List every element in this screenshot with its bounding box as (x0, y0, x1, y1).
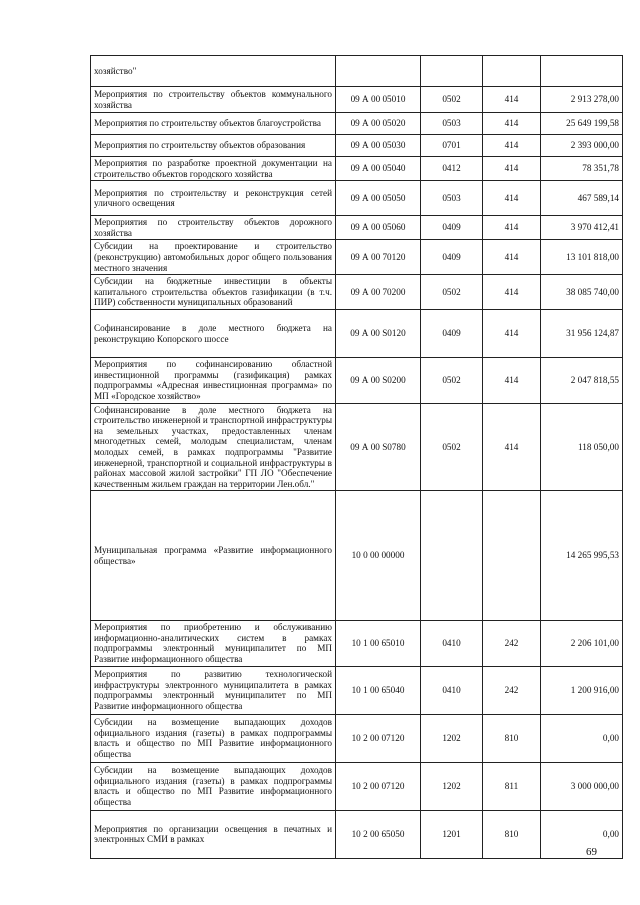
table-row (91, 403, 623, 491)
table-row (91, 358, 623, 403)
row-code: 10 2 00 65050 (336, 810, 421, 858)
row-amount: 1 200 916,00 (541, 666, 623, 714)
row-section: 0410 (421, 666, 483, 714)
row-name: Мероприятия по разработке проектной документации на строительство объектов городского хозяйства (91, 157, 336, 181)
table-row (91, 157, 623, 181)
row-code: 10 1 00 65010 (336, 621, 421, 666)
row-type: 414 (483, 358, 541, 403)
row-type (483, 491, 541, 621)
row-amount: 3 970 412,41 (541, 216, 623, 240)
row-amount: 0,00 (541, 810, 623, 858)
table-row (91, 310, 623, 358)
row-code: 09 А 00 05040 (336, 157, 421, 181)
row-section: 1202 (421, 762, 483, 810)
row-name: Мероприятия по развитию технологической инфраструктуры электронного муниципалитета в рамках подпрограммы электронный муниципалитет по МП Развитие информационного общества (91, 666, 336, 714)
row-code: 09 А 00 70120 (336, 240, 421, 275)
row-type: 810 (483, 714, 541, 762)
row-name: Субсидии на проектирование и строительство (реконструкцию) автомобильных дорог общего пользования местного значения (91, 240, 336, 275)
row-code: 09 А 00 05010 (336, 87, 421, 113)
row-type (483, 56, 541, 87)
row-section: 0502 (421, 275, 483, 310)
row-section: 0502 (421, 87, 483, 113)
row-type: 811 (483, 762, 541, 810)
row-amount: 31 956 124,87 (541, 310, 623, 358)
row-name: Мероприятия по строительству объектов дорожного хозяйства (91, 216, 336, 240)
row-type: 414 (483, 87, 541, 113)
row-type: 414 (483, 403, 541, 491)
row-code: 10 2 00 07120 (336, 762, 421, 810)
row-type: 242 (483, 666, 541, 714)
row-amount: 3 000 000,00 (541, 762, 623, 810)
table-row (91, 216, 623, 240)
row-name: Субсидии на возмещение выпадающих доходов официального издания (газеты) в рамках подпрограммы власть и общество по МП Развитие информационного общества (91, 762, 336, 810)
row-amount: 467 589,14 (541, 181, 623, 216)
row-code: 09 А 00 70200 (336, 275, 421, 310)
row-section: 0410 (421, 621, 483, 666)
row-section: 0502 (421, 358, 483, 403)
row-amount: 78 351,78 (541, 157, 623, 181)
table-row (91, 666, 623, 714)
row-section: 0412 (421, 157, 483, 181)
row-type: 414 (483, 157, 541, 181)
row-amount: 13 101 818,00 (541, 240, 623, 275)
table-row (91, 113, 623, 135)
row-amount (541, 56, 623, 87)
page-number: 69 (586, 846, 597, 858)
row-name: Мероприятия по приобретению и обслуживанию информационно-аналитических систем в рамках подпрограммы электронный муниципалитет по МП Развитие информационного общества (91, 621, 336, 666)
row-name: Мероприятия по строительству объектов образования (91, 135, 336, 157)
row-section: 1201 (421, 810, 483, 858)
row-name: Софинансирование в доле местного бюджета на реконструкцию Копорского шоссе (91, 310, 336, 358)
row-name: Мероприятия по строительству объектов коммунального хозяйства (91, 87, 336, 113)
row-name: Мероприятия по софинансированию областной инвестиционной программы (газификация) рамках подпрограммы «Адресная инвестиционная программа» по МП «Городское хозяйство» (91, 358, 336, 403)
row-type: 414 (483, 216, 541, 240)
row-type: 414 (483, 240, 541, 275)
row-amount: 2 206 101,00 (541, 621, 623, 666)
row-section: 0503 (421, 181, 483, 216)
table-row (91, 56, 623, 87)
row-code: 09 А 00 05030 (336, 135, 421, 157)
row-section: 1202 (421, 714, 483, 762)
row-amount: 25 649 199,58 (541, 113, 623, 135)
budget-table (90, 55, 623, 859)
row-amount: 118 050,00 (541, 403, 623, 491)
row-code: 09 А 00 05020 (336, 113, 421, 135)
table-row (91, 275, 623, 310)
row-code: 10 0 00 00000 (336, 491, 421, 621)
row-name: Мероприятия по строительству и реконструкция сетей уличного освещения (91, 181, 336, 216)
row-amount: 2 393 000,00 (541, 135, 623, 157)
row-name: Мероприятия по строительству объектов благоустройства (91, 113, 336, 135)
row-amount: 38 085 740,00 (541, 275, 623, 310)
table-row (91, 762, 623, 810)
row-amount: 14 265 995,53 (541, 491, 623, 621)
row-type: 242 (483, 621, 541, 666)
row-type: 414 (483, 181, 541, 216)
table-row (91, 491, 623, 621)
row-name: Субсидии на возмещение выпадающих доходов официального издания (газеты) в рамках подпрограммы власть и общество по МП Развитие информационного общества (91, 714, 336, 762)
row-type: 810 (483, 810, 541, 858)
row-name: хозяйство" (91, 56, 336, 87)
table-row (91, 714, 623, 762)
row-section: 0701 (421, 135, 483, 157)
row-code: 09 А 00 05060 (336, 216, 421, 240)
row-type: 414 (483, 113, 541, 135)
table-row (91, 87, 623, 113)
row-section: 0409 (421, 310, 483, 358)
row-code: 09 А 00 05050 (336, 181, 421, 216)
row-code: 09 А 00 S0200 (336, 358, 421, 403)
row-section (421, 56, 483, 87)
table-row (91, 135, 623, 157)
row-section: 0409 (421, 216, 483, 240)
row-code: 10 2 00 07120 (336, 714, 421, 762)
row-amount: 0,00 (541, 714, 623, 762)
table-row (91, 240, 623, 275)
row-section: 0502 (421, 403, 483, 491)
row-section: 0503 (421, 113, 483, 135)
row-amount: 2 913 278,00 (541, 87, 623, 113)
row-code (336, 56, 421, 87)
table-row (91, 810, 623, 858)
row-name: Софинансирование в доле местного бюджета на строительство инженерной и транспортной инфраструктуры на земельных участках, предоставленных членам многодетных семей, молодым специалистам, членам молодых семей, в рамках подпрограммы "Развитие инженерной, транспортной и социальной инфраструктуры в районах массовой жилой застройки" ГП ЛО "Обеспечение качественным жильем граждан на территории Лен.обл." (91, 403, 336, 491)
row-section: 0409 (421, 240, 483, 275)
row-amount: 2 047 818,55 (541, 358, 623, 403)
row-name: Мероприятия по организации освещения в печатных и электронных СМИ в рамках (91, 810, 336, 858)
row-code: 09 А 00 S0120 (336, 310, 421, 358)
row-name: Муниципальная программа «Развитие информационного общества» (91, 491, 336, 621)
row-type: 414 (483, 275, 541, 310)
table-row (91, 181, 623, 216)
row-type: 414 (483, 135, 541, 157)
row-name: Субсидии на бюджетные инвестиции в объекты капитального строительства объектов газификации (в т.ч. ПИР) собственности муниципальных образований (91, 275, 336, 310)
budget-table-body (91, 56, 623, 859)
row-type: 414 (483, 310, 541, 358)
row-section (421, 491, 483, 621)
row-code: 10 1 00 65040 (336, 666, 421, 714)
row-code: 09 А 00 S0780 (336, 403, 421, 491)
table-row (91, 621, 623, 666)
